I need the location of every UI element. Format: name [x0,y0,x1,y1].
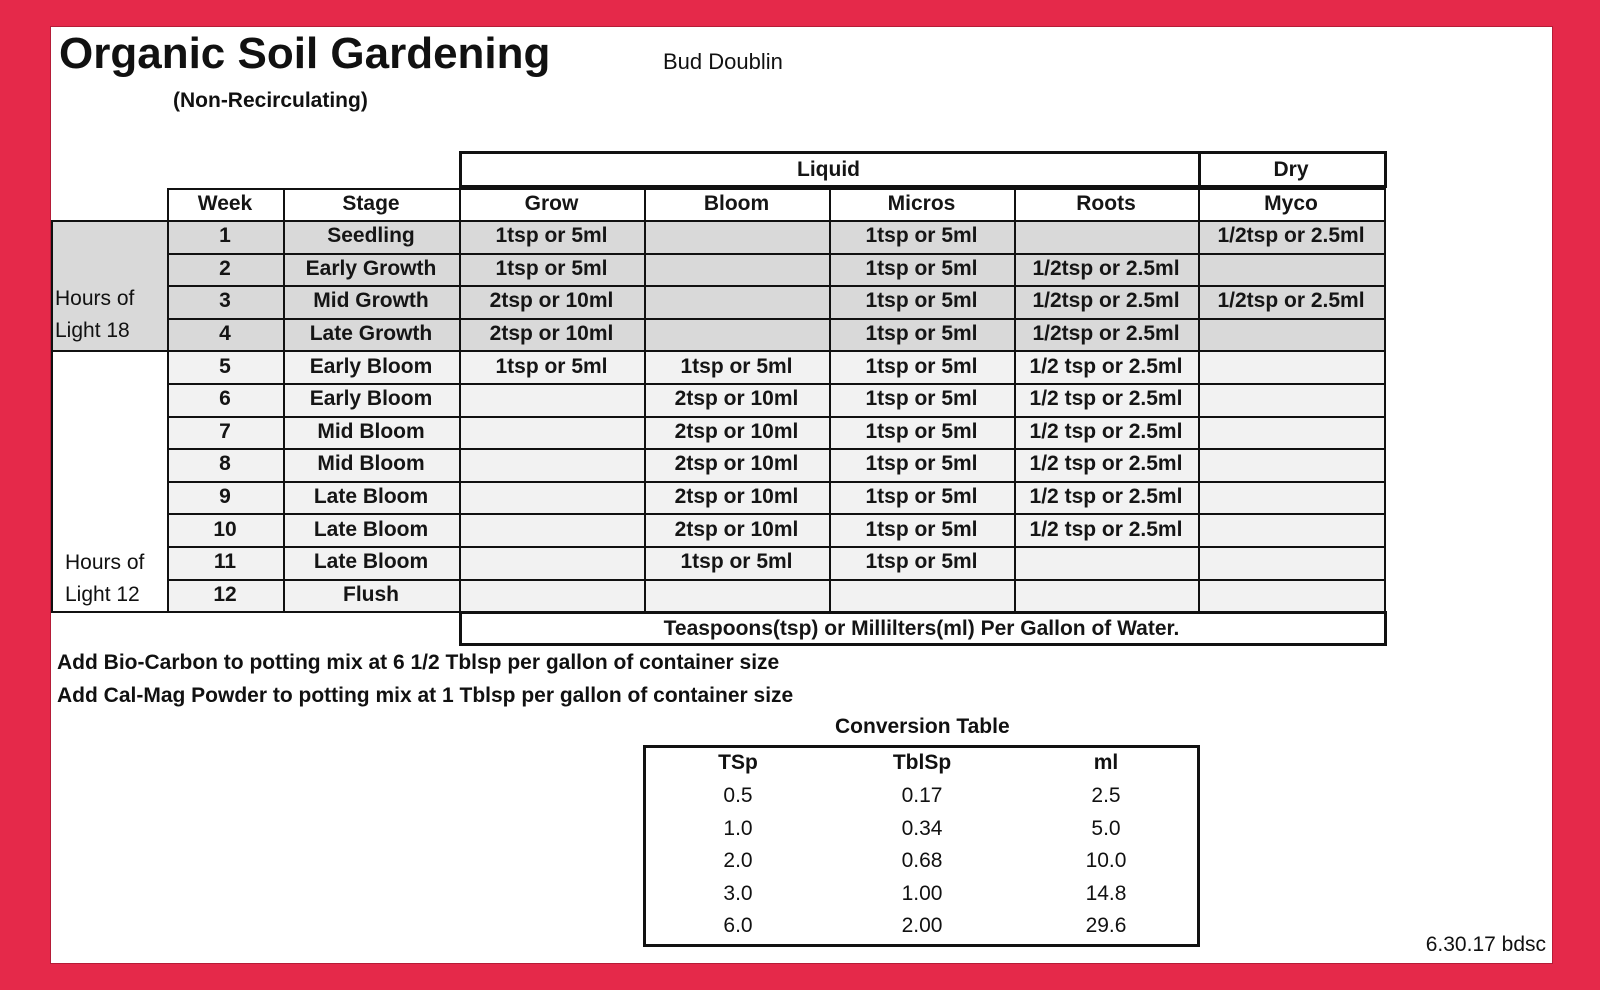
table-cell-week: 4 [219,322,231,346]
unit-footer-text: Teaspoons(tsp) or Millilters(ml) Per Gallon of Water. [663,616,1180,640]
note-cal-mag: Add Cal-Mag Powder to potting mix at 1 Tblsp per gallon of container size [57,684,794,707]
conversion-cell-ml: 10.0 [1085,849,1127,872]
table-cell-myco [1198,350,1384,383]
table-cell-roots: 1/2 tsp or 2.5ml [1029,517,1183,541]
table-cell-micros: 1tsp or 5ml [865,289,978,313]
light-18-line2: Light 18 [55,319,130,343]
table-cell-stage: Mid Growth [313,289,429,313]
table-cell-bloom: 1tsp or 5ml [680,550,793,574]
table-cell-grow: 2tsp or 10ml [489,289,614,313]
column-line [644,188,646,611]
table-cell-bloom: 2tsp or 10ml [674,452,799,476]
column-line [1198,188,1200,611]
table-cell-grow: 1tsp or 5ml [495,256,608,280]
table-cell-week: 2 [219,256,231,280]
conversion-cell-tblsp: 0.68 [901,849,943,872]
table-cell-stage: Early Bloom [309,354,433,378]
table-cell-bloom [644,318,829,351]
table-cell-grow [459,481,644,514]
table-cell-stage: Late Bloom [313,550,429,574]
table-cell-week: 7 [219,419,231,443]
column-line [459,188,461,611]
table-cell-bloom: 2tsp or 10ml [674,419,799,443]
table-cell-grow [459,513,644,546]
table-cell-micros: 1tsp or 5ml [865,256,978,280]
conversion-cell-ml: 5.0 [1091,816,1121,840]
table-cell-stage: Late Growth [309,322,433,346]
row-line [167,253,1384,255]
light-12-label [65,547,144,611]
note-bio-carbon: Add Bio-Carbon to potting mix at 6 1/2 Tblsp per gallon of container size [57,651,780,674]
table-cell-stage: Early Bloom [309,387,433,411]
table-cell-bloom: 1tsp or 5ml [680,354,793,378]
table-cell-myco [1198,579,1384,612]
conversion-cell-tsp: 1.0 [723,816,753,840]
light-18-label [55,283,134,347]
conversion-cell-ml: 29.6 [1085,914,1127,937]
column-line [283,188,285,611]
conversion-cell-ml: 14.8 [1085,881,1127,905]
table-cell-bloom: 2tsp or 10ml [674,387,799,411]
table-cell-grow [459,448,644,481]
table-cell-week: 8 [219,452,231,476]
header-bottom-line [167,220,1384,222]
table-cell-micros: 1tsp or 5ml [865,517,978,541]
table-cell-micros: 1tsp or 5ml [865,550,978,574]
page-subtitle: (Non-Recirculating) [173,89,368,112]
table-cell-week: 3 [219,289,231,313]
side-split-line [51,350,167,352]
table-cell-roots: 1/2 tsp or 2.5ml [1029,485,1183,509]
table-cell-roots [1014,579,1198,612]
conversion-cell-tblsp: 2.00 [901,914,943,937]
light-12-line2: Light 12 [65,583,140,606]
table-cell-roots [1014,220,1198,253]
column-header-roots: Roots [1076,192,1136,215]
table-cell-micros: 1tsp or 5ml [865,354,978,378]
table-cell-myco [1198,448,1384,481]
table-cell-bloom: 2tsp or 10ml [674,485,799,509]
table-cell-myco [1198,546,1384,579]
row-line [167,285,1384,287]
table-cell-grow: 2tsp or 10ml [489,322,614,346]
table-cell-grow: 1tsp or 5ml [495,354,608,378]
table-cell-micros: 1tsp or 5ml [865,322,978,346]
conversion-cell-tblsp: 0.17 [901,784,943,807]
table-cell-stage: Late Bloom [313,485,429,509]
group-header-dry: Dry [1273,157,1309,181]
table-cell-grow: 1tsp or 5ml [495,224,608,248]
row-line [167,416,1384,418]
conversion-header-tblsp: TblSp [892,751,952,774]
table-cell-week: 12 [213,582,237,606]
row-line [167,383,1384,385]
table-cell-stage: Mid Bloom [317,419,425,443]
side-left-line [51,220,53,611]
table-cell-myco [1198,513,1384,546]
conversion-table-title: Conversion Table [835,715,1010,738]
table-cell-roots: 1/2 tsp or 2.5ml [1029,419,1183,443]
table-cell-roots: 1/2 tsp or 2.5ml [1029,387,1183,411]
column-line [1014,188,1016,611]
table-cell-micros: 1tsp or 5ml [865,387,978,411]
table-cell-micros: 1tsp or 5ml [865,452,978,476]
table-cell-roots: 1/2tsp or 2.5ml [1032,322,1180,346]
table-cell-grow [459,383,644,416]
table-cell-myco: 1/2tsp or 2.5ml [1217,289,1365,313]
conversion-header-ml: ml [1093,751,1119,774]
row-line [167,513,1384,515]
conversion-table [643,745,1200,947]
column-header-bloom: Bloom [703,192,770,215]
feeding-chart-sheet [50,26,1553,964]
row-line [167,448,1384,450]
table-cell-stage: Flush [343,582,399,606]
light-18-line1: Hours of [55,287,135,311]
table-cell-myco [1198,318,1384,351]
table-cell-micros: 1tsp or 5ml [865,419,978,443]
row-line [167,481,1384,483]
column-header-myco: Myco [1264,192,1318,215]
conversion-cell-tblsp: 0.34 [901,816,943,840]
column-header-week: Week [197,192,253,215]
header-top-line [167,188,1384,190]
column-line [1384,188,1386,611]
group-header-liquid: Liquid [797,157,860,181]
table-cell-stage: Early Growth [305,256,437,280]
table-cell-grow [459,579,644,612]
author-name: Bud Doublin [663,49,783,74]
conversion-header-tsp: TSp [718,751,758,774]
conversion-cell-tsp: 6.0 [723,914,753,937]
table-cell-myco [1198,416,1384,449]
table-cell-bloom [644,579,829,612]
table-cell-micros: 1tsp or 5ml [865,224,978,248]
light-12-line1: Hours of [65,551,145,574]
table-cell-grow [459,546,644,579]
table-cell-bloom: 2tsp or 10ml [674,517,799,541]
conversion-cell-tsp: 3.0 [723,881,753,905]
column-line [829,188,831,611]
table-cell-stage: Late Bloom [313,517,429,541]
table-cell-myco [1198,383,1384,416]
column-header-stage: Stage [342,192,400,215]
side-top-line [51,220,167,222]
table-cell-week: 5 [219,354,231,378]
table-cell-bloom [644,285,829,318]
table-cell-week: 11 [213,550,237,574]
table-cell-week: 10 [213,517,237,541]
conversion-cell-tsp: 2.0 [723,849,753,872]
table-cell-myco [1198,481,1384,514]
table-cell-myco [1198,253,1384,286]
table-cell-stage: Mid Bloom [317,452,425,476]
table-cell-micros: 1tsp or 5ml [865,485,978,509]
version-stamp: 6.30.17 bdsc [1425,933,1546,956]
table-cell-week: 9 [219,485,231,509]
table-cell-stage: Seedling [327,224,415,248]
column-header-micros: Micros [887,192,956,215]
table-cell-roots: 1/2tsp or 2.5ml [1032,256,1180,280]
table-cell-grow [459,416,644,449]
page-title: Organic Soil Gardening [59,29,551,78]
table-cell-myco: 1/2tsp or 2.5ml [1217,224,1365,248]
table-cell-roots: 1/2tsp or 2.5ml [1032,289,1180,313]
conversion-cell-ml: 2.5 [1091,784,1121,807]
conversion-cell-tblsp: 1.00 [901,881,943,905]
table-cell-roots: 1/2 tsp or 2.5ml [1029,354,1183,378]
table-cell-week: 6 [219,387,231,411]
row-line [167,318,1384,320]
column-header-grow: Grow [524,192,579,215]
row-line [167,350,1384,352]
row-line [167,546,1384,548]
table-cell-roots: 1/2 tsp or 2.5ml [1029,452,1183,476]
table-cell-roots [1014,546,1198,579]
row-line [167,579,1384,581]
table-cell-bloom [644,220,829,253]
table-cell-micros [829,579,1014,612]
conversion-cell-tsp: 0.5 [723,784,753,807]
table-cell-bloom [644,253,829,286]
table-cell-week: 1 [219,224,231,248]
column-line [167,188,169,611]
